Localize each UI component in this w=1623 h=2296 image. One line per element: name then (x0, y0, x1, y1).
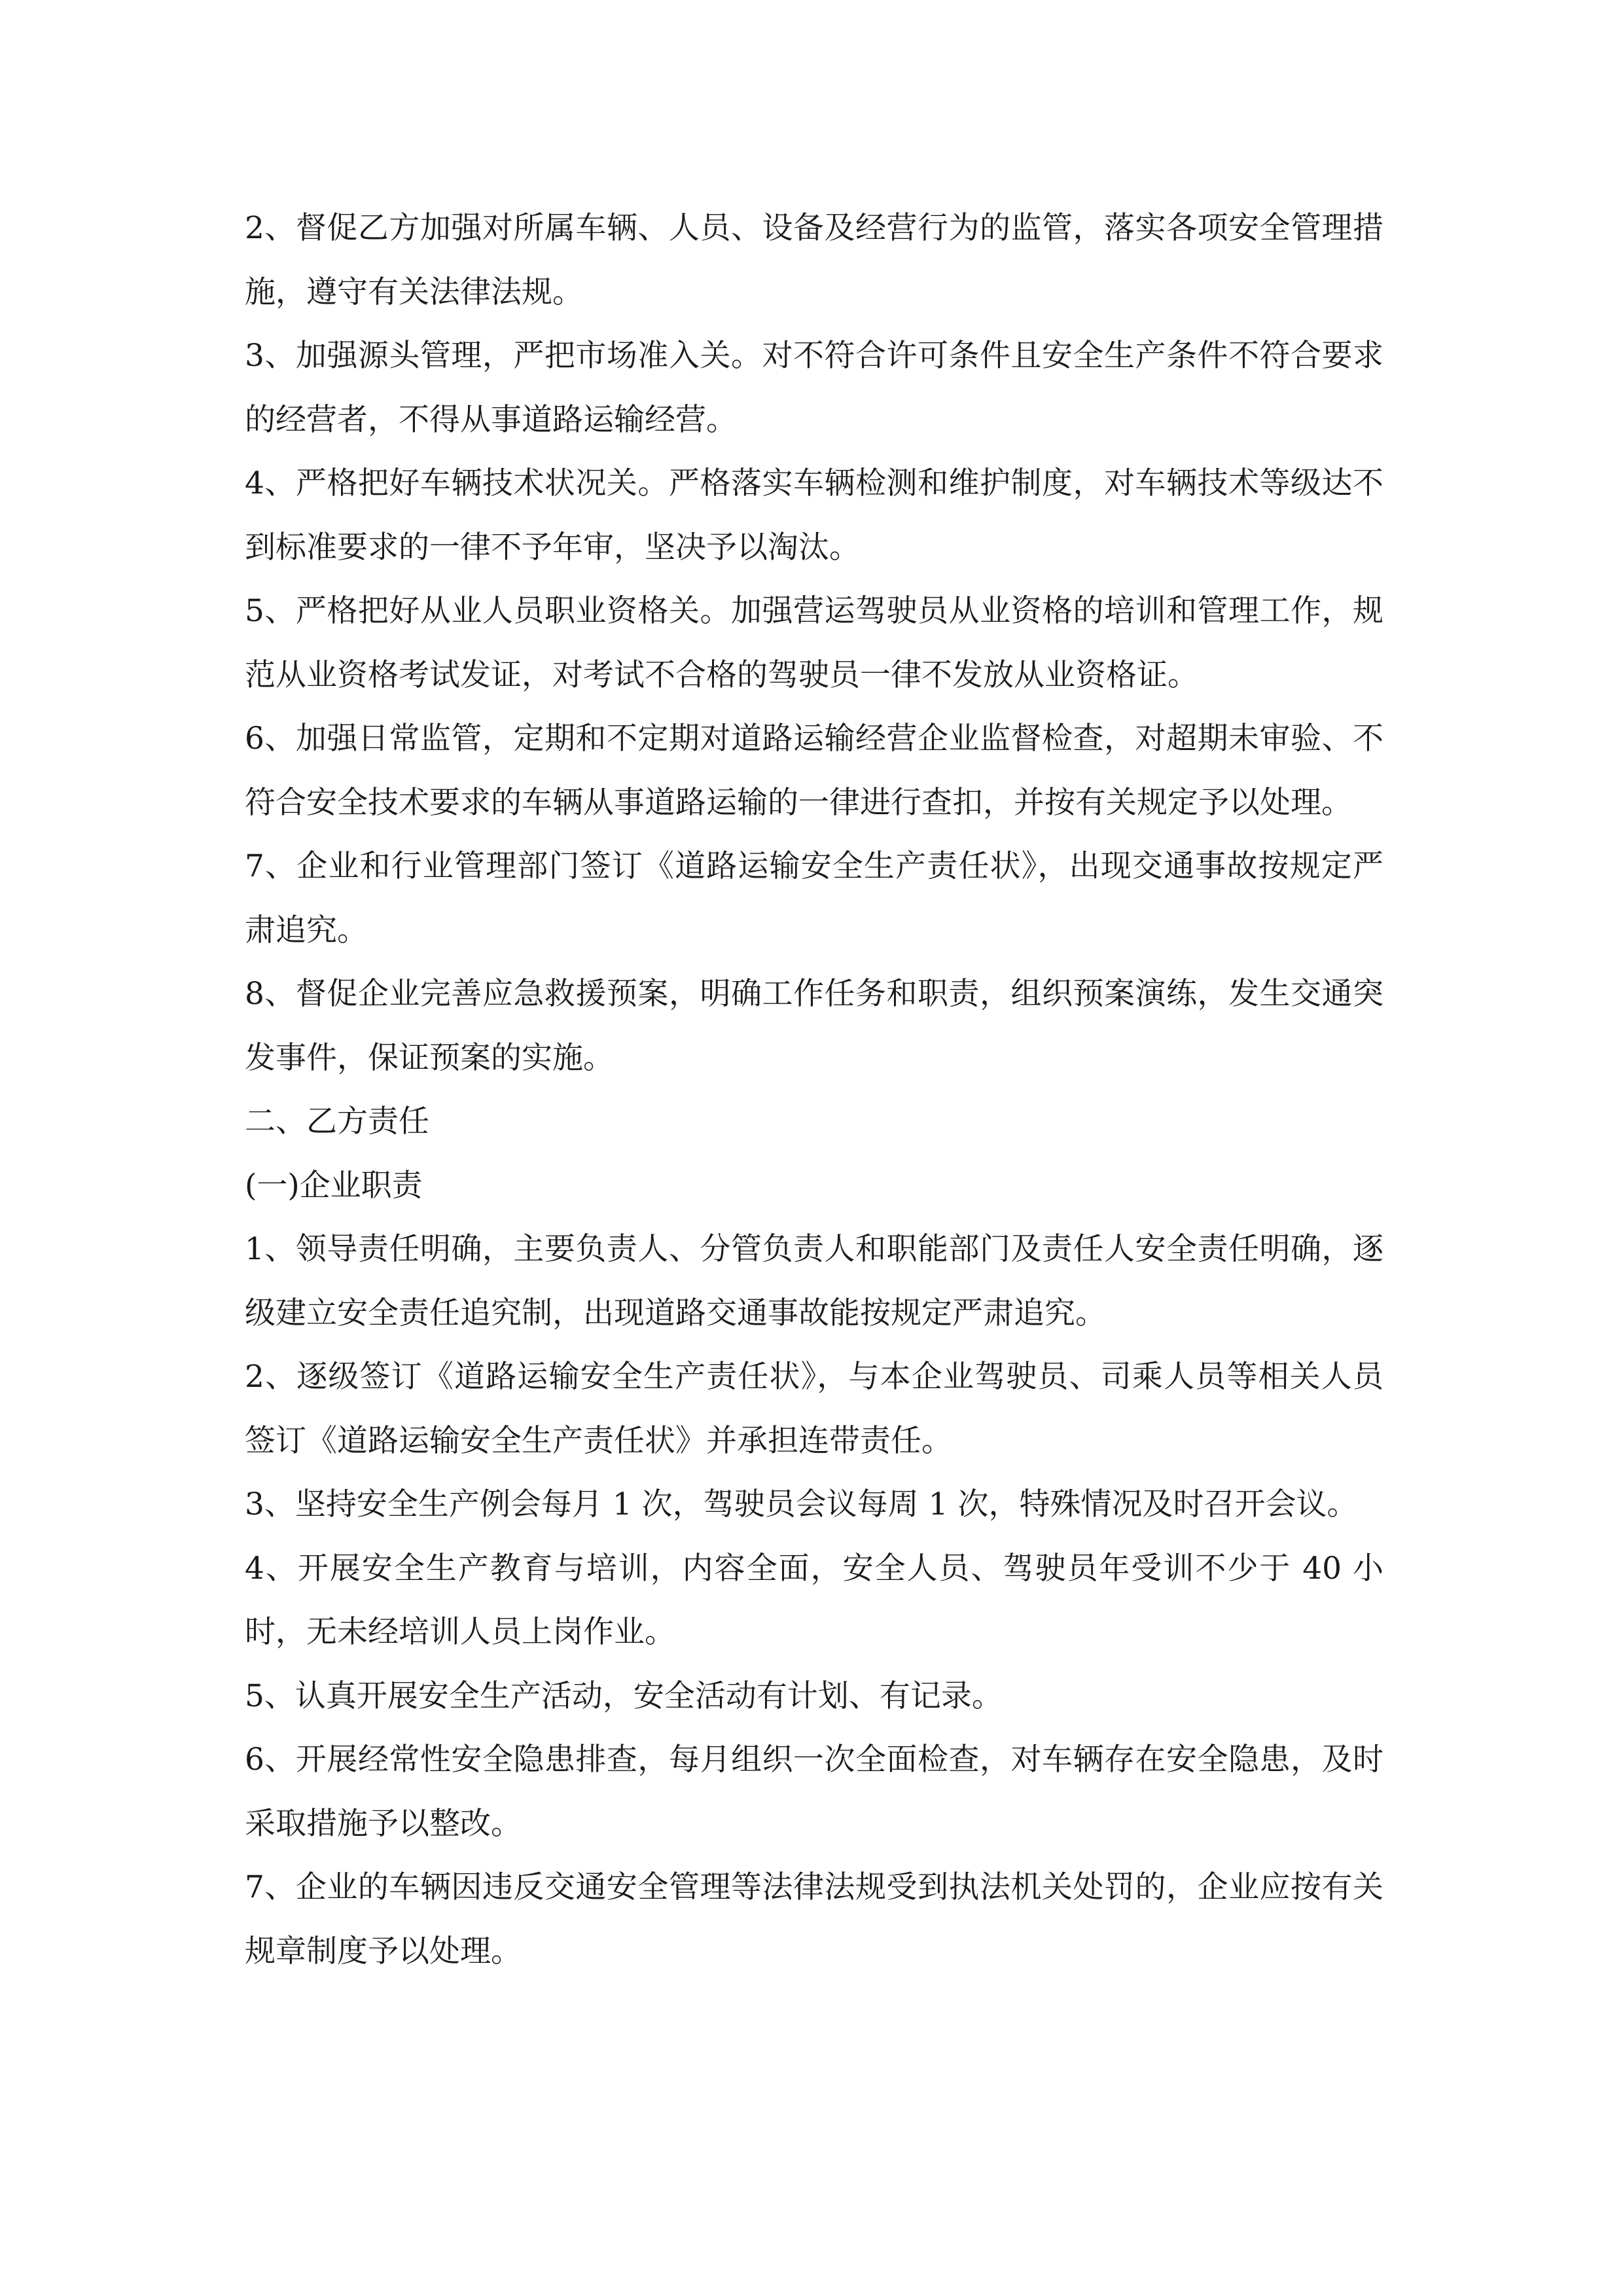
paragraph-item-6: 6、加强日常监管，定期和不定期对道路运输经营企业监督检查，对超期未审验、不符合安全技术要求的车辆从事道路运输的一律进行查扣，并按有关规定予以处理。 (245, 721, 1383, 821)
paragraph-item-7: 7、企业和行业管理部门签订《道路运输安全生产责任状》，出现交通事故按规定严肃追究。 (245, 848, 1383, 948)
duty-item-6: 6、开展经常性安全隐患排查，每月组织一次全面检查，对车辆存在安全隐患，及时采取措施予以整改。 (245, 1742, 1383, 1842)
duty-item-3: 3、坚持安全生产例会每月 1 次，驾驶员会议每周 1 次，特殊情况及时召开会议。 (245, 1486, 1358, 1522)
paragraph-item-2: 2、督促乙方加强对所属车辆、人员、设备及经营行为的监管，落实各项安全管理措施，遵守有关法律法规。 (245, 210, 1383, 310)
duty-item-7: 7、企业的车辆因违反交通安全管理等法律法规受到执法机关处罚的，企业应按有关规章制度予以处理。 (245, 1869, 1383, 1969)
paragraph-item-8: 8、督促企业完善应急救援预案，明确工作任务和职责，组织预案演练，发生交通突发事件，保证预案的实施。 (245, 976, 1383, 1076)
duty-item-4: 4、开展安全生产教育与培训，内容全面，安全人员、驾驶员年受训不少于 40 小时，无未经培训人员上岗作业。 (245, 1550, 1383, 1650)
duty-item-2: 2、逐级签订《道路运输安全生产责任状》，与本企业驾驶员、司乘人员等相关人员签订《道路运输安全生产责任状》并承担连带责任。 (245, 1359, 1383, 1459)
section-heading-party-b: 二、乙方责任 (245, 1103, 429, 1139)
duty-item-1: 1、领导责任明确，主要负责人、分管负责人和职能部门及责任人安全责任明确，逐级建立安全责任追究制，出现道路交通事故能按规定严肃追究。 (245, 1231, 1383, 1331)
paragraph-item-4: 4、严格把好车辆技术状况关。严格落实车辆检测和维护制度，对车辆技术等级达不到标准要求的一律不予年审，坚决予以淘汰。 (245, 465, 1383, 565)
subsection-heading-enterprise-duties: (一)企业职责 (245, 1167, 423, 1204)
paragraph-item-5: 5、严格把好从业人员职业资格关。加强营运驾驶员从业资格的培训和管理工作，规范从业资格考试发证，对考试不合格的驾驶员一律不发放从业资格证。 (245, 593, 1383, 693)
paragraph-item-3: 3、加强源头管理，严把市场准入关。对不符合许可条件且安全生产条件不符合要求的经营者，不得从事道路运输经营。 (245, 338, 1383, 438)
document-body (245, 196, 1383, 1983)
duty-item-5: 5、认真开展安全生产活动，安全活动有计划、有记录。 (245, 1677, 1003, 1714)
